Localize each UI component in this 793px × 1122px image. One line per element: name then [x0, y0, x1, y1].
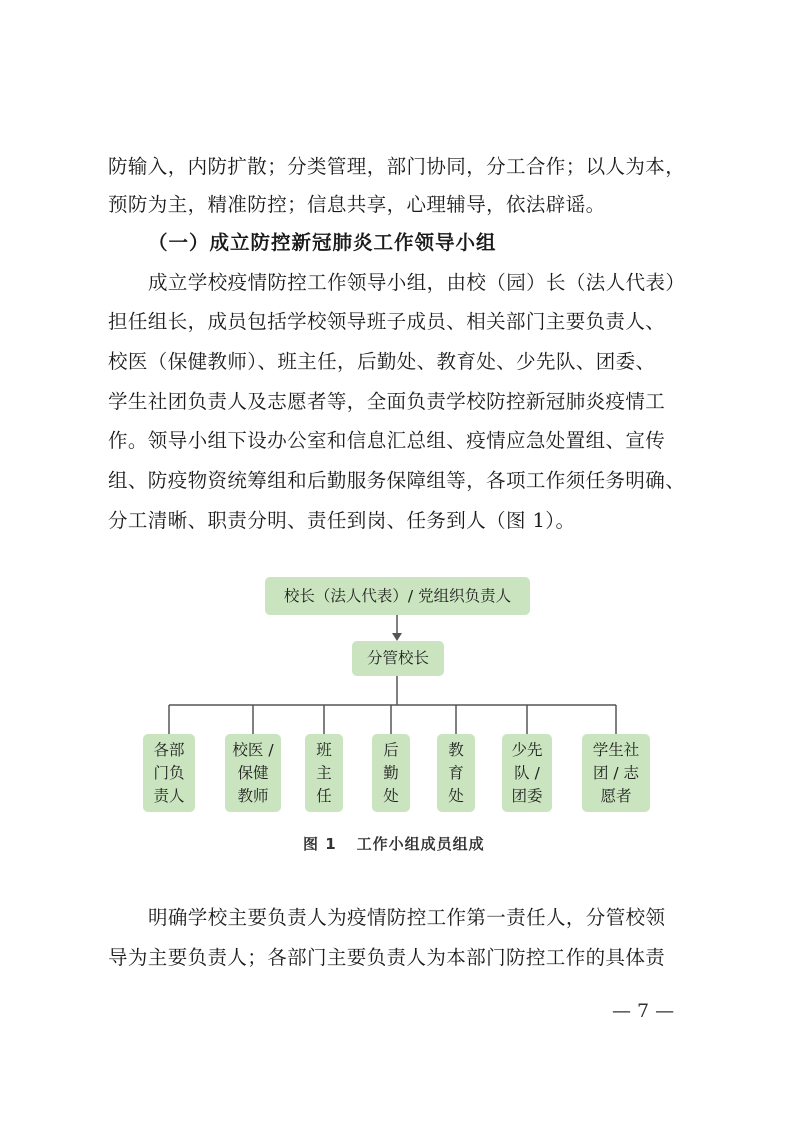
- org-node-principal: 校长（法人代表）/ 党组织负责人: [265, 577, 530, 615]
- leaf-text: 各部: [153, 741, 185, 759]
- paragraph2-line-5: 作。领导小组下设办公室和信息汇总组、疫情应急处置组、宣传: [108, 429, 666, 452]
- paragraph1-line-1: 防输入，内防扩散；分类管理，部门协同，分工合作；以人为本，: [108, 155, 686, 178]
- leaf-text: 任: [316, 787, 332, 805]
- leaf-text: 教师: [237, 787, 269, 805]
- leaf-text: 少先: [511, 741, 543, 759]
- paragraph3-line-1: 明确学校主要负责人为疫情防控工作第一责任人，分管校领: [148, 906, 666, 929]
- org-leaf-young-pioneers: [502, 734, 552, 812]
- leaf-text: 团 / 志: [592, 764, 640, 782]
- paragraph2-line-2: 担任组长，成员包括学校领导班子成员、相关部门主要负责人、: [108, 310, 666, 333]
- page-number: — 7 —: [612, 1000, 675, 1022]
- leaf-text: 愿者: [600, 787, 632, 805]
- leaf-text: 班: [316, 741, 332, 759]
- leaf-text: 后: [383, 741, 399, 759]
- paragraph2-line-7: 分工清晰、职责分明、责任到岗、任务到人（图 1）。: [108, 509, 576, 532]
- paragraph2-line-1: 成立学校疫情防控工作领导小组，由校（园）长（法人代表）: [148, 271, 686, 294]
- paragraph2-line-6: 组、防疫物资统筹组和后勤服务保障组等，各项工作须任务明确、: [108, 469, 686, 492]
- org-leaf-school-doctor: [225, 734, 281, 812]
- section-heading: （一）成立防控新冠肺炎工作领导小组: [148, 231, 497, 254]
- leaf-text: 队 /: [514, 764, 540, 782]
- leaf-text: 处: [448, 787, 464, 805]
- figure-caption-text: 工作小组成员组成: [356, 835, 485, 853]
- figure-caption: [303, 833, 485, 854]
- org-leaf-logistics: [372, 734, 410, 812]
- org-leaf-department-heads: [143, 734, 195, 812]
- leaf-text: 勤: [383, 764, 399, 782]
- leaf-text: 处: [383, 787, 399, 805]
- leaf-text: 校医 /: [232, 741, 274, 759]
- leaf-text: 教: [448, 741, 464, 759]
- leaf-text: 主: [316, 764, 332, 782]
- leaf-text: 责人: [153, 787, 185, 805]
- leaf-text: 门负: [153, 764, 185, 782]
- paragraph2-line-4: 学生社团负责人及志愿者等，全面负责学校防控新冠肺炎疫情工: [108, 390, 666, 413]
- arrowhead-icon: [392, 633, 402, 641]
- org-node-vice-principal: 分管校长: [352, 641, 444, 676]
- paragraph2-line-3: 校医（保健教师）、班主任，后勤处、教育处、少先队、团委、: [108, 350, 656, 373]
- figure-caption-number: 图 1: [303, 835, 337, 853]
- leaf-text: 保健: [237, 764, 269, 782]
- leaf-text: 学生社: [592, 741, 640, 759]
- paragraph1-line-2: 预防为主，精准防控；信息共享，心理辅导，依法辟谣。: [108, 193, 606, 216]
- paragraph3-line-2: 导为主要负责人；各部门主要负责人为本部门防控工作的具体责: [108, 946, 666, 969]
- leaf-text: 团委: [511, 787, 543, 805]
- org-leaf-student-clubs: [582, 734, 650, 812]
- org-leaf-education-office: [437, 734, 475, 812]
- leaf-text: 育: [448, 764, 464, 782]
- org-leaf-head-teacher: [305, 734, 343, 812]
